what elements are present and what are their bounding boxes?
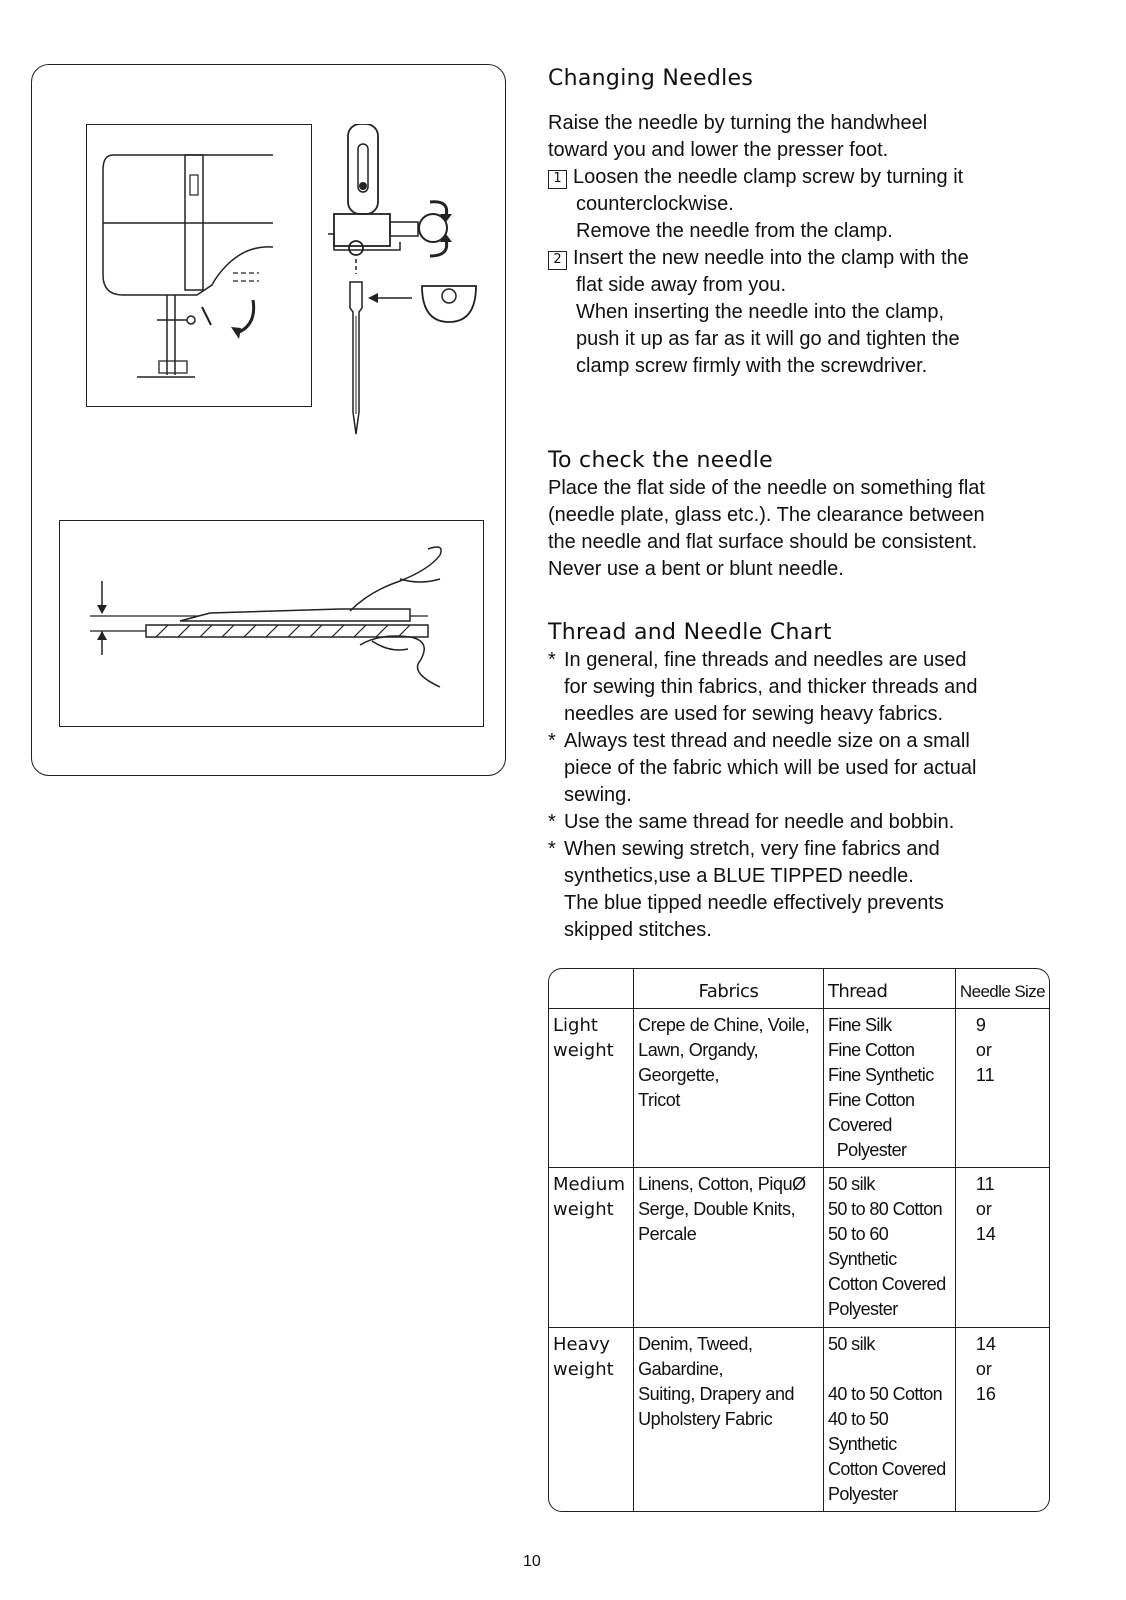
- text-line: counterclockwise.: [576, 193, 734, 215]
- section-title-changing-needles: Changing Needles: [548, 66, 754, 91]
- text-line: Loosen the needle clamp screw by turning it: [573, 166, 964, 188]
- bullet-item: * Use the same thread for needle and bobbin.: [548, 811, 955, 833]
- cell-line: 40 to 50: [827, 1408, 889, 1429]
- text-line: (needle plate, glass etc.). The clearance between: [548, 504, 985, 526]
- text-line: push it up as far as it will go and tighten the: [576, 328, 960, 350]
- text-line: Insert the new needle into the clamp with the: [573, 247, 969, 269]
- cell-line: Suiting, Drapery and: [638, 1383, 795, 1404]
- changing-needles-section: [548, 66, 1068, 380]
- needle-check-figure: [59, 520, 484, 727]
- thread-cell: [823, 1168, 955, 1327]
- text-line: for sewing thin fabrics, and thicker threads and: [564, 676, 978, 698]
- cell-line: Crepe de Chine, Voile,: [638, 1015, 810, 1035]
- cell-line: [828, 1357, 951, 1382]
- needle-clamp-figure: [86, 124, 312, 407]
- cell-line: Polyester: [827, 1140, 907, 1160]
- text-line: needles are used for sewing heavy fabrics.: [564, 703, 944, 725]
- text-line: the needle and flat surface should be consistent.: [548, 531, 978, 553]
- step-number-box: 2: [548, 251, 567, 270]
- fabrics-cell: [634, 1009, 824, 1168]
- check-needle-section: [548, 448, 1078, 583]
- cell-line: Polyester: [827, 1483, 898, 1504]
- cell-line: 14: [975, 1333, 996, 1354]
- step-2: [548, 245, 1068, 272]
- text-line: skipped stitches.: [564, 919, 712, 941]
- cell-line: 16: [975, 1383, 996, 1404]
- text-line: The blue tipped needle effectively prevents: [564, 892, 944, 914]
- cell-line: 50 to 60: [827, 1224, 889, 1245]
- cell-line: Lawn, Organdy,: [638, 1040, 759, 1060]
- cell-line: Heavy: [553, 1333, 610, 1355]
- text-line: sewing.: [564, 784, 632, 806]
- cell-line: weight: [553, 1358, 614, 1380]
- fabrics-cell: [634, 1168, 824, 1327]
- text-line: Remove the needle from the clamp.: [576, 220, 893, 242]
- cell-line: Synthetic: [827, 1433, 897, 1454]
- cell-line: 50 silk: [827, 1174, 875, 1195]
- text-line: flat side away from you.: [576, 274, 787, 296]
- cell-line: Light: [553, 1015, 598, 1036]
- cell-line: 11: [975, 1174, 995, 1195]
- weight-cell: [549, 1168, 634, 1327]
- table-row: [549, 1327, 1049, 1511]
- bullet-item: * When sewing stretch, very fine fabrics and: [548, 838, 940, 860]
- table-row: [549, 1168, 1049, 1327]
- needle-on-flat-surface-illustration: [60, 521, 482, 725]
- cell-line: Serge, Double Knits,: [638, 1199, 796, 1220]
- text-line: Raise the needle by turning the handwheel: [548, 112, 928, 134]
- text-line: When inserting the needle into the clamp,: [576, 301, 944, 323]
- needle-size-cell: [955, 1168, 1049, 1327]
- chart-bullets: [548, 647, 1078, 944]
- cell-line: Covered: [827, 1115, 892, 1135]
- weight-cell: [549, 1009, 634, 1168]
- cell-line: Fine Cotton: [827, 1090, 915, 1110]
- cell-line: Percale: [638, 1224, 697, 1245]
- cell-line: 11: [975, 1065, 995, 1085]
- cell-line: Cotton Covered: [827, 1458, 946, 1479]
- check-needle-text: [548, 475, 1078, 583]
- step-1: [548, 164, 1068, 191]
- cell-line: Fine Synthetic: [827, 1065, 934, 1085]
- section-title-check-needle: To check the needle: [548, 448, 773, 473]
- cell-line: Tricot: [638, 1090, 681, 1110]
- text-line: piece of the fabric which will be used for actual: [564, 757, 977, 779]
- text-line: synthetics,use a BLUE TIPPED needle.: [564, 865, 914, 887]
- cell-line: weight: [553, 1040, 614, 1061]
- page-number: 10: [523, 1553, 541, 1570]
- cell-line: 50 silk: [827, 1333, 875, 1354]
- cell-line: Linens, Cotton, PiquØ: [638, 1174, 806, 1195]
- header-needle-size: Needle Size: [959, 982, 1045, 1001]
- thread-needle-table: [548, 968, 1050, 1512]
- cell-line: 14: [975, 1224, 996, 1245]
- table-row: [549, 1009, 1049, 1168]
- cell-line: Denim, Tweed,: [638, 1333, 753, 1354]
- cell-line: Upholstery Fabric: [638, 1408, 773, 1429]
- text-line: Place the flat side of the needle on something flat: [548, 477, 985, 499]
- weight-cell: [549, 1327, 634, 1511]
- cell-line: or: [975, 1358, 992, 1379]
- header-thread: Thread: [823, 969, 955, 1009]
- cell-line: Medium: [553, 1174, 625, 1196]
- cell-line: or: [975, 1040, 992, 1060]
- sewing-machine-head-illustration: [87, 125, 310, 405]
- thread-cell: [823, 1009, 955, 1168]
- cell-line: 50 to 80 Cotton: [827, 1199, 943, 1220]
- text-line: toward you and lower the presser foot.: [548, 139, 889, 161]
- cell-line: 9: [975, 1015, 986, 1035]
- bullet-item: * Always test thread and needle size on a small: [548, 730, 970, 752]
- needle-size-cell: [955, 1009, 1049, 1168]
- section-title-thread-needle-chart: Thread and Needle Chart: [548, 620, 832, 645]
- changing-needles-text: [548, 110, 1068, 380]
- fabrics-cell: [634, 1327, 824, 1511]
- cell-line: Synthetic: [827, 1249, 897, 1270]
- cell-line: Cotton Covered: [827, 1274, 946, 1295]
- cell-line: 40 to 50 Cotton: [827, 1383, 943, 1404]
- needle-size-cell: [955, 1327, 1049, 1511]
- text-line: clamp screw firmly with the screwdriver.: [576, 355, 928, 377]
- bullet-item: * In general, fine threads and needles are used: [548, 649, 967, 671]
- table-header-row: [549, 969, 1049, 1009]
- header-weight: [549, 969, 634, 1009]
- cell-line: or: [975, 1199, 992, 1220]
- cell-line: Fine Cotton: [827, 1040, 915, 1060]
- cell-line: Fine Silk: [827, 1015, 892, 1035]
- cell-line: Polyester: [827, 1299, 898, 1320]
- thread-cell: [823, 1327, 955, 1511]
- thread-needle-chart-section: [548, 620, 1078, 944]
- text-line: Never use a bent or blunt needle.: [548, 558, 844, 580]
- needle-clamp-closeup-illustration: [320, 124, 496, 454]
- cell-line: Gabardine,: [638, 1358, 724, 1379]
- cell-line: Georgette,: [638, 1065, 720, 1085]
- header-fabrics: Fabrics: [634, 969, 824, 1009]
- step-number-box: 1: [548, 170, 567, 189]
- cell-line: weight: [553, 1199, 614, 1221]
